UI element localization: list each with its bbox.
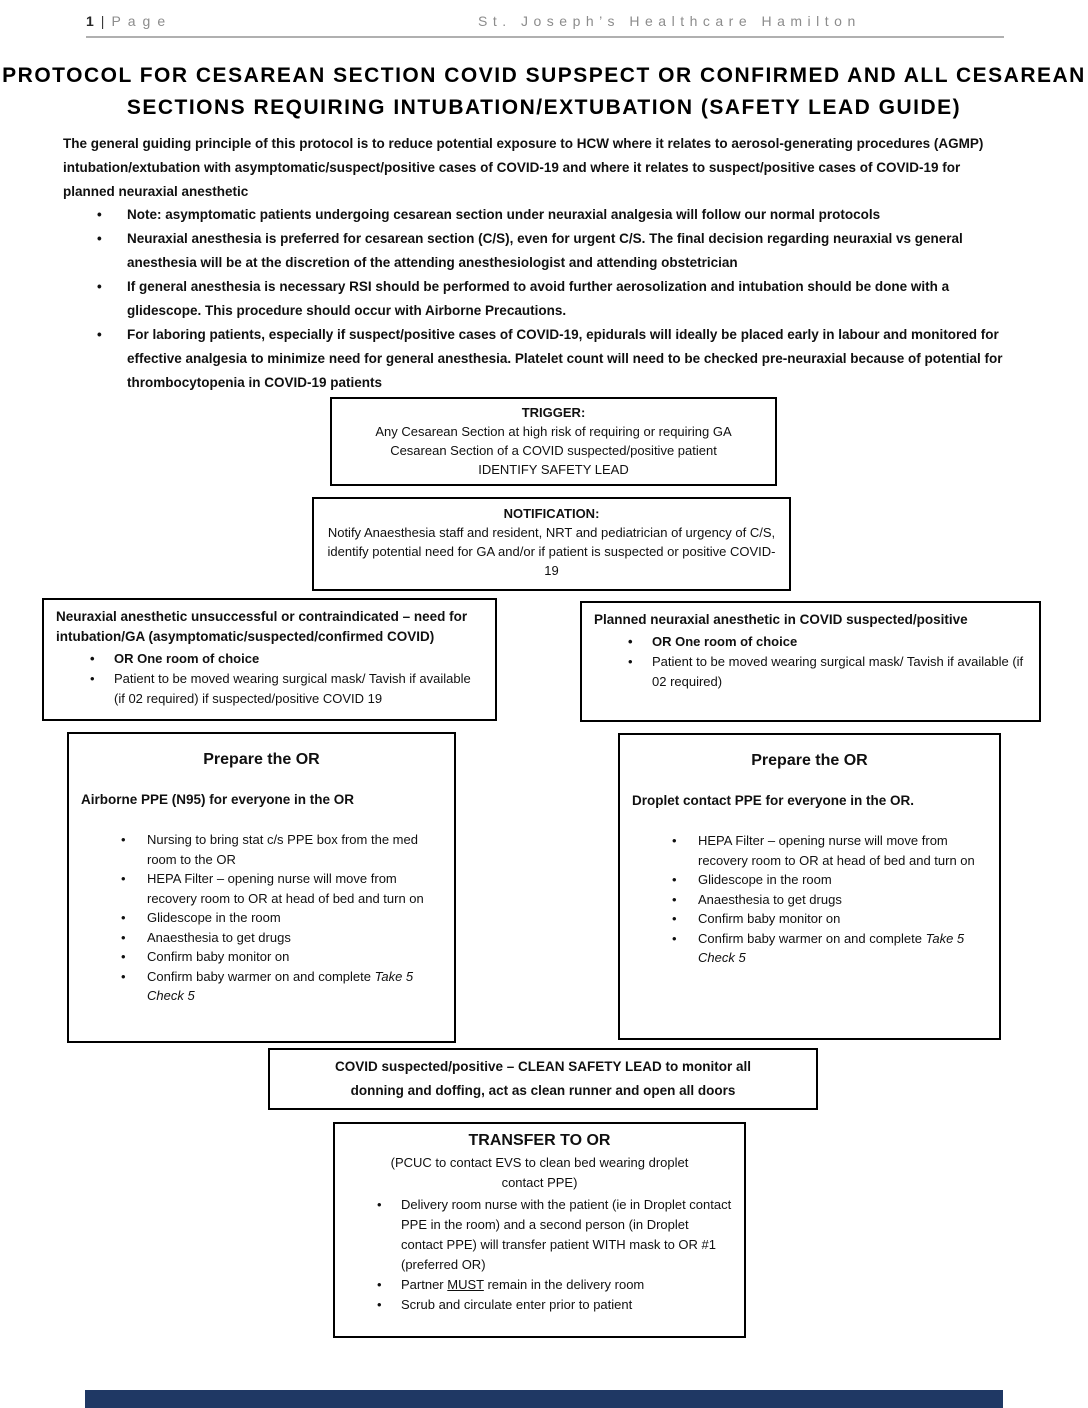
prepare-bullet-take5 bbox=[81, 967, 442, 1006]
page-number-separator: | bbox=[100, 13, 105, 29]
intro-bullet-list bbox=[63, 203, 1008, 395]
prepare-bullet-text: Confirm baby monitor on bbox=[698, 911, 841, 926]
planned-neuraxial-bullets bbox=[594, 632, 1027, 692]
prepare-bullet-text: Glidescope in the room bbox=[698, 872, 832, 887]
page-number: 1 bbox=[86, 13, 94, 29]
trigger-line: IDENTIFY SAFETY LEAD bbox=[478, 462, 629, 477]
notification-box bbox=[312, 497, 791, 591]
or-room-text: OR One room of choice bbox=[652, 634, 798, 649]
page-number-label bbox=[86, 13, 172, 29]
transfer-bullet-text: Partner bbox=[401, 1277, 448, 1292]
transfer-bullet-scrub bbox=[345, 1295, 734, 1315]
site-name: St. Joseph’s Healthcare Hamilton bbox=[478, 13, 861, 29]
intro-bullet-text: If general anesthesia is necessary RSI should be performed to avoid further aerosolization and intubation should be done with a glidescope. This procedure should occur with Airborne Precautions. bbox=[127, 279, 950, 318]
patient-move-text: Patient to be moved wearing surgical mask/ Tavish if available (if 02 required) if suspected/positive COVID 19 bbox=[114, 671, 471, 706]
neuraxial-unsuccessful-heading: Neuraxial anesthetic unsuccessful or contraindicated – need for intubation/GA (asymptomatic/suspected/confirmed COVID) bbox=[56, 609, 468, 644]
prepare-bullet-text: Confirm baby warmer on and complete bbox=[698, 930, 926, 946]
transfer-bullet-text: Delivery room nurse with the patient (ie in Droplet contact PPE in the room) and a second person (in Droplet contact PPE) will transfer patient WITH mask to OR #1 (preferred OR) bbox=[401, 1197, 732, 1272]
or-room-bullet bbox=[56, 649, 483, 669]
prepare-bullet bbox=[81, 869, 442, 908]
clean-safety-lead-box bbox=[268, 1048, 818, 1110]
transfer-bullet-text: remain in the delivery room bbox=[483, 1277, 645, 1292]
prepare-bullet-text: Anaesthesia to get drugs bbox=[147, 929, 291, 945]
patient-move-text: Patient to be moved wearing surgical mask/ Tavish if available (if 02 required) bbox=[652, 654, 1024, 689]
prepare-bullet-text: Glidescope in the room bbox=[147, 910, 281, 925]
trigger-line: Any Cesarean Section at high risk of requiring or requiring GA bbox=[375, 424, 732, 439]
next-page-top-bar bbox=[85, 1390, 1003, 1408]
transfer-title: TRANSFER TO OR bbox=[468, 1132, 611, 1149]
prepare-bullet bbox=[632, 831, 987, 870]
transfer-bullet-delivery-nurse bbox=[345, 1195, 734, 1275]
prepare-bullet-text: Confirm baby monitor on bbox=[147, 949, 290, 964]
neuraxial-unsuccessful-bullets bbox=[56, 649, 483, 709]
planned-neuraxial-box bbox=[580, 601, 1041, 722]
intro-bullet-text: For laboring patients, especially if suspect/positive cases of COVID-19, epidurals will ideally be placed early in labour and monitored for effective analgesia to minimize need for general anesthesia. Platelet count will need to be checked pre-neuraxial because of potential for thrombocytopenia in COVID-19 patients bbox=[127, 327, 1003, 390]
transfer-bullet-text: Scrub and circulate enter prior to patient bbox=[401, 1297, 633, 1312]
notification-title: NOTIFICATION: bbox=[503, 506, 600, 521]
prepare-bullet bbox=[632, 909, 987, 929]
doc-title-line1: PROTOCOL FOR CESAREAN SECTION COVID SUPSPECT OR CONFIRMED AND ALL CESAREAN bbox=[2, 64, 1086, 87]
prepare-bullet bbox=[81, 928, 442, 948]
prepare-bullet-text: Confirm baby warmer on and complete bbox=[147, 968, 375, 984]
intro-bullet-note bbox=[63, 203, 1008, 227]
page-word: Page bbox=[111, 13, 173, 29]
transfer-bullet-list bbox=[345, 1195, 734, 1315]
trigger-line: Cesarean Section of a COVID suspected/positive patient bbox=[390, 443, 717, 458]
clean-safety-lead-line: COVID suspected/positive – CLEAN SAFETY LEAD to monitor all bbox=[334, 1059, 752, 1074]
droplet-ppe-subheading: Droplet contact PPE for everyone in the OR. bbox=[632, 793, 915, 808]
intro-bullet-text: Neuraxial anesthesia is preferred for cesarean section (C/S), even for urgent C/S. The final decision regarding neuraxial vs general anesthesia will be at the discretion of the attending anesthesiologist and attending obstetrician bbox=[127, 231, 963, 270]
planned-neuraxial-heading: Planned neuraxial anesthetic in COVID suspected/positive bbox=[594, 612, 968, 627]
intro-bullet-neuraxial-preferred bbox=[63, 227, 1008, 275]
patient-move-bullet bbox=[56, 669, 483, 709]
or-room-bullet bbox=[594, 632, 1027, 652]
prepare-bullet-text: Nursing to bring stat c/s PPE box from the med room to the OR bbox=[147, 832, 418, 867]
doc-title-line2: SECTIONS REQUIRING INTUBATION/EXTUBATION (SAFETY LEAD GUIDE) bbox=[126, 96, 962, 119]
prepare-or-bullet-list bbox=[632, 831, 987, 968]
prepare-bullet bbox=[632, 870, 987, 890]
prepare-bullet-text: HEPA Filter – opening nurse will move from recovery room to OR at head of bed and turn on bbox=[147, 871, 424, 906]
prepare-or-title: Prepare the OR bbox=[203, 751, 320, 768]
doc-title bbox=[0, 60, 1088, 124]
prepare-bullet-text: Anaesthesia to get drugs bbox=[698, 891, 842, 907]
or-room-text: OR One room of choice bbox=[114, 651, 260, 666]
prepare-or-droplet-box bbox=[618, 733, 1001, 1040]
trigger-title: TRIGGER: bbox=[521, 405, 586, 420]
take-5-check-5-italic: Take 5 Check 5 bbox=[698, 930, 965, 965]
trigger-box bbox=[330, 397, 777, 486]
prepare-bullet bbox=[81, 908, 442, 928]
prepare-bullet bbox=[81, 830, 442, 869]
header-rule bbox=[86, 36, 1004, 38]
prepare-or-bullet-list bbox=[81, 830, 442, 1006]
airborne-ppe-subheading: Airborne PPE (N95) for everyone in the OR bbox=[81, 792, 355, 807]
prepare-bullet bbox=[632, 890, 987, 910]
intro-bullet-rsi bbox=[63, 275, 1008, 323]
intro-bullet-laboring bbox=[63, 323, 1008, 395]
patient-move-bullet bbox=[594, 652, 1027, 692]
prepare-bullet-take5 bbox=[632, 929, 987, 968]
prepare-bullet bbox=[81, 947, 442, 967]
notification-body: Notify Anaesthesia staff and resident, NRT and pediatrician of urgency of C/S, identify potential need for GA and/or if patient is suspected or positive COVID-19 bbox=[327, 525, 776, 578]
prepare-or-title: Prepare the OR bbox=[751, 752, 868, 769]
prepare-or-airborne-box bbox=[67, 732, 456, 1043]
transfer-bullet-partner bbox=[345, 1275, 734, 1295]
must-underlined-text: MUST bbox=[447, 1277, 484, 1292]
take-5-check-5-italic: Take 5 Check 5 bbox=[147, 968, 414, 1003]
neuraxial-unsuccessful-box bbox=[42, 598, 497, 721]
clean-safety-lead-line: donning and doffing, act as clean runner and open all doors bbox=[350, 1083, 736, 1098]
intro-paragraph: The general guiding principle of this protocol is to reduce potential exposure to HCW where it relates to aerosol-generating procedures (AGMP) intubation/extubation with asymptomatic/suspect/positive cases of COVID-19 and where it relates to suspect/positive cases of COVID-19 for planned neuraxial anesthetic bbox=[63, 136, 984, 199]
prepare-bullet-text: HEPA Filter – opening nurse will move from recovery room to OR at head of bed and turn on bbox=[698, 833, 975, 868]
transfer-subtitle-line: (PCUC to contact EVS to clean bed wearing droplet bbox=[390, 1155, 689, 1170]
transfer-to-or-box bbox=[333, 1122, 746, 1338]
transfer-subtitle-line: contact PPE) bbox=[501, 1175, 578, 1190]
intro-bullet-text: Note: asymptomatic patients undergoing cesarean section under neuraxial analgesia will follow our normal protocols bbox=[127, 207, 881, 222]
